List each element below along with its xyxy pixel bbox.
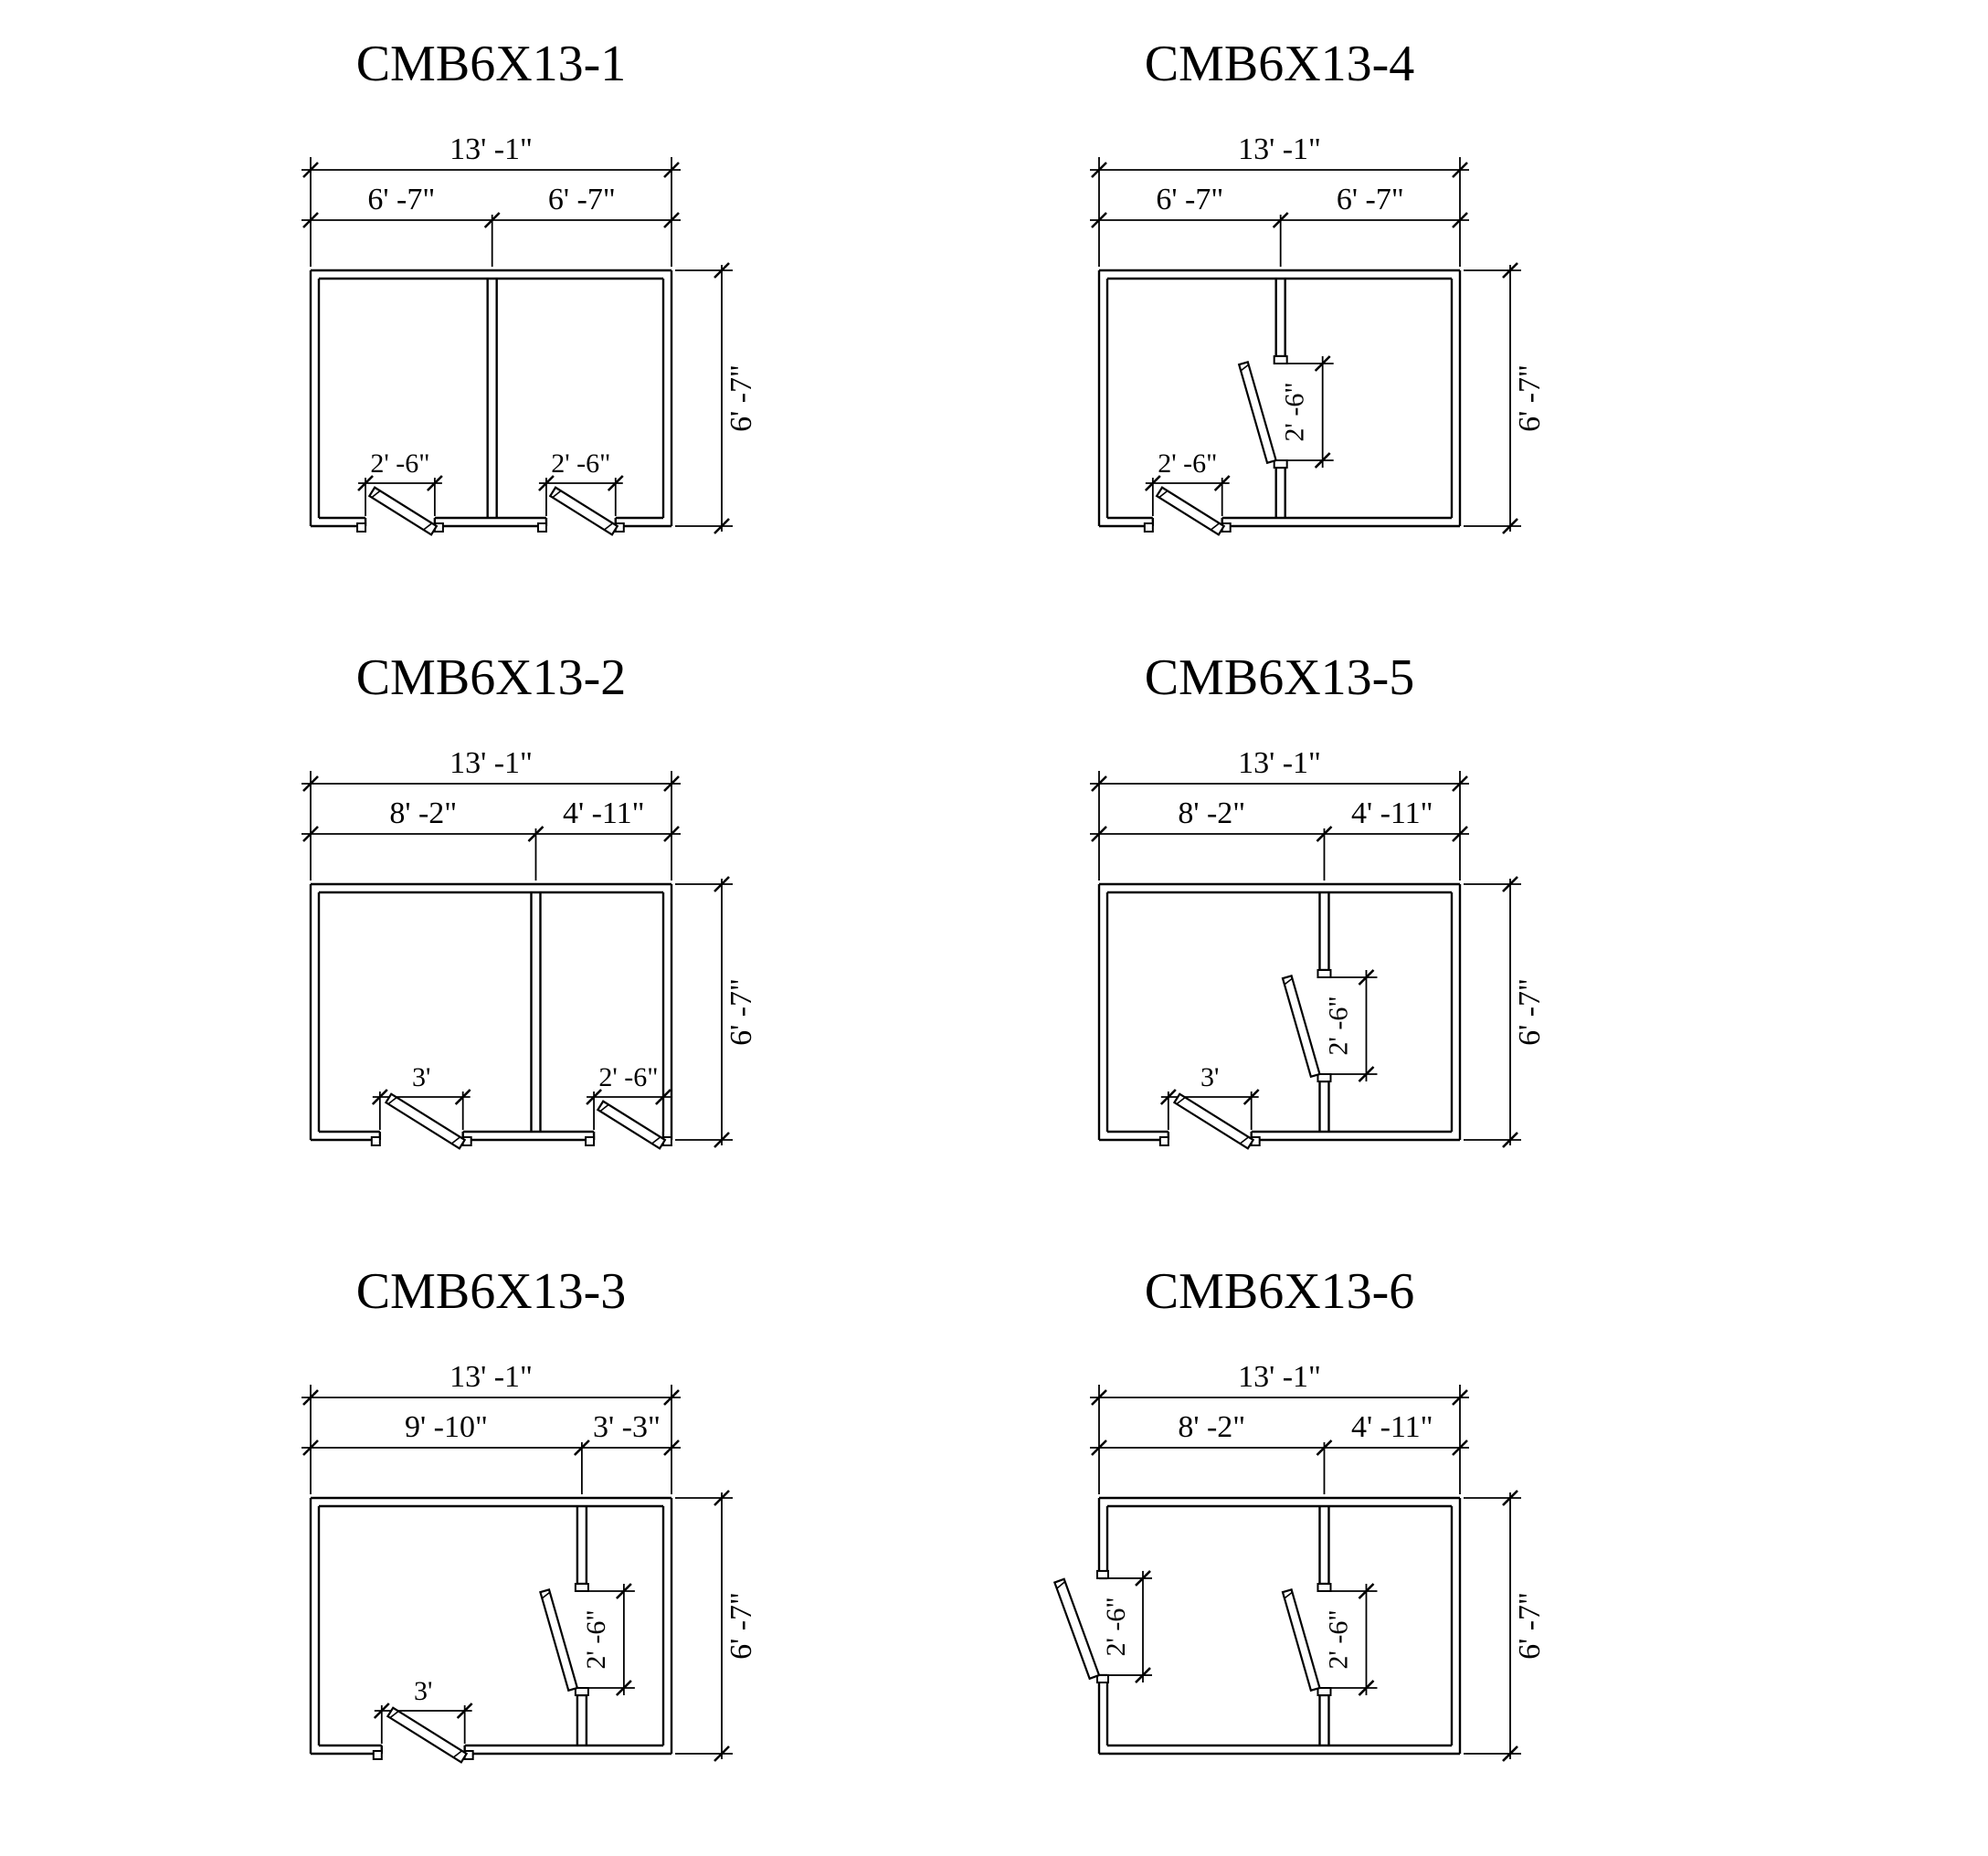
floor-plan-drawing-cmb6x13-5 <box>1031 628 1988 1242</box>
dimension-label: 2' -6" <box>551 448 611 479</box>
door-jamb <box>576 1584 588 1591</box>
door-jamb <box>538 523 546 532</box>
dimension-label: 13' -1" <box>449 1360 533 1394</box>
plan-title: CMB6X13-4 <box>1144 36 1415 92</box>
door-jamb <box>1317 1688 1330 1695</box>
plan-panel-5 <box>1031 628 1988 1242</box>
room-split-dimension <box>301 1410 681 1494</box>
overall-width-dimension <box>1090 132 1469 267</box>
dimension-label: 13' -1" <box>449 132 533 166</box>
dimension-label: 13' -1" <box>1238 746 1321 780</box>
plan-panel-4 <box>1031 15 1988 628</box>
plan-drawing <box>1090 649 1547 1148</box>
room-split-dimension <box>1090 183 1469 267</box>
walls <box>311 1498 671 1759</box>
plan-drawing <box>1054 1263 1547 1761</box>
height-dimension <box>1464 263 1547 533</box>
dimension-label: 9' -10" <box>405 1410 488 1444</box>
dimension-label: 3' <box>414 1676 433 1706</box>
plan-title: CMB6X13-6 <box>1144 1263 1415 1320</box>
plan-title: CMB6X13-1 <box>355 36 627 92</box>
dimension-label: 6' -7" <box>724 978 758 1046</box>
dimension-label: 6' -7" <box>1513 1592 1547 1660</box>
dimension-label: 6' -7" <box>1336 183 1404 216</box>
dimension-label: 6' -7" <box>724 364 758 432</box>
plan-title: CMB6X13-3 <box>355 1263 627 1320</box>
door-leaf <box>386 1094 464 1149</box>
plan-title: CMB6X13-2 <box>355 649 627 706</box>
floor-plan-drawing-cmb6x13-4 <box>1031 15 1988 628</box>
walls <box>1099 884 1460 1145</box>
dimension-label: 3' <box>1200 1062 1220 1092</box>
interior-door-dimension <box>1323 1584 1377 1695</box>
dimension-label: 6' -7" <box>1513 364 1547 432</box>
door-jamb <box>1317 970 1330 977</box>
overall-width-dimension <box>301 132 681 267</box>
door-leaf <box>1157 488 1224 535</box>
dimension-label: 8' -2" <box>1178 1410 1246 1444</box>
dimension-label: 6' -7" <box>1513 978 1547 1046</box>
door-leaf <box>540 1589 576 1690</box>
door-leaf <box>369 488 437 535</box>
door-leaf <box>1239 362 1275 462</box>
dimension-label: 13' -1" <box>1238 132 1321 166</box>
door-leaf <box>597 1102 665 1149</box>
door-jamb <box>374 1751 382 1759</box>
floor-plan-drawing-cmb6x13-1 <box>37 15 1031 628</box>
door-leaf <box>387 1708 466 1763</box>
door-jamb <box>357 523 365 532</box>
dimension-label: 2' -6" <box>1158 448 1218 479</box>
dimension-label: 2' -6" <box>580 1609 611 1670</box>
dimension-label: 8' -2" <box>1178 796 1246 830</box>
dimension-label: 3' <box>412 1062 431 1092</box>
plan-panel-3 <box>37 1242 1031 1856</box>
dimension-label: 4' -11" <box>1350 1410 1433 1444</box>
height-dimension <box>675 263 758 533</box>
floor-plan-drawing-cmb6x13-6 <box>1031 1242 1988 1856</box>
door-jamb <box>1274 460 1287 468</box>
dimension-label: 13' -1" <box>449 746 533 780</box>
interior-door-dimension <box>1323 970 1377 1081</box>
dimension-label: 3' -3" <box>593 1410 661 1444</box>
room-split-dimension <box>1090 796 1469 881</box>
dimension-label: 13' -1" <box>1238 1360 1321 1394</box>
dimension-label: 2' -6" <box>370 448 430 479</box>
door-jamb <box>1317 1074 1330 1081</box>
room-split-dimension <box>301 183 681 267</box>
height-dimension <box>1464 877 1547 1147</box>
plan-panel-6 <box>1031 1242 1988 1856</box>
plan-panel-1 <box>37 15 1031 628</box>
dimension-label: 8' -2" <box>389 796 458 830</box>
floor-plan-drawing-cmb6x13-2 <box>37 628 1031 1242</box>
door-jamb <box>1160 1137 1168 1145</box>
dimension-label: 6' -7" <box>724 1592 758 1660</box>
door-leaf <box>550 488 618 535</box>
door-jamb <box>1097 1571 1108 1578</box>
plan-drawing <box>301 1263 758 1762</box>
door-leaf <box>1283 975 1319 1076</box>
dimension-label: 4' -11" <box>562 796 645 830</box>
dimension-label: 2' -6" <box>1323 996 1354 1056</box>
plan-drawing <box>1090 36 1547 534</box>
door-leaf <box>1283 1589 1319 1690</box>
dimension-label: 2' -6" <box>1279 382 1310 442</box>
dimension-label: 6' -7" <box>547 183 616 216</box>
height-dimension <box>675 877 758 1147</box>
door-jamb <box>1274 356 1287 364</box>
door-jamb <box>372 1137 380 1145</box>
door-jamb <box>1317 1584 1330 1591</box>
interior-door-dimension <box>1280 356 1334 468</box>
door-jamb <box>576 1688 588 1695</box>
plan-title: CMB6X13-5 <box>1144 649 1415 706</box>
dimension-label: 2' -6" <box>1323 1609 1354 1670</box>
door-leaf <box>1054 1579 1099 1679</box>
door-jamb <box>1145 523 1153 532</box>
walls <box>311 884 671 1145</box>
dimension-label: 6' -7" <box>1156 183 1224 216</box>
door-width-dimension <box>1101 1571 1152 1682</box>
door-leaf <box>1174 1094 1253 1149</box>
door-jamb <box>586 1137 594 1145</box>
dimension-label: 6' -7" <box>367 183 436 216</box>
walls <box>1097 1498 1460 1754</box>
dimension-label: 2' -6" <box>598 1062 659 1092</box>
dimension-label: 4' -11" <box>1350 796 1433 830</box>
plan-drawing <box>301 649 758 1148</box>
interior-door-dimension <box>581 1584 635 1695</box>
floor-plan-drawing-cmb6x13-3 <box>37 1242 1031 1856</box>
height-dimension <box>1464 1491 1547 1761</box>
dimension-label: 2' -6" <box>1101 1597 1131 1657</box>
plan-panel-2 <box>37 628 1031 1242</box>
room-split-dimension <box>301 796 681 881</box>
height-dimension <box>675 1491 758 1761</box>
plan-drawing <box>301 36 758 534</box>
room-split-dimension <box>1090 1410 1469 1494</box>
